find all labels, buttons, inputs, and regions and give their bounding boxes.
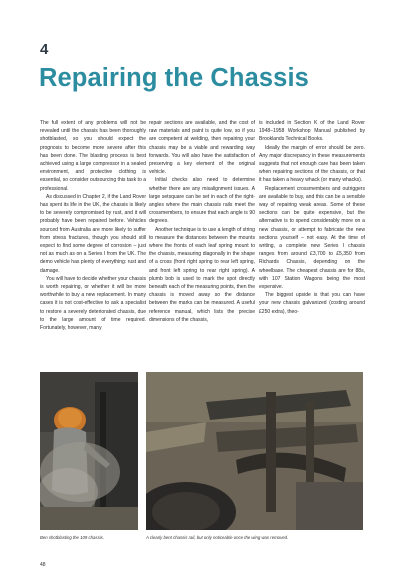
text-column-3: [259, 119, 365, 362]
paragraph: As discussed in Chapter 2, if the Land Rover has spent its life in the UK, the chassis is likely to be severely compromised by rust, and it will probably have been repaired before. Vehicles sourced from Australia are more likely to suffer from stress fractures, though you should still expect to find some degree of corrosion – just not as much as on a Series I from the UK. The demo vehicle has plenty of everything: rust and damage.: [40, 193, 146, 274]
paragraph: Ideally the margin of error should be zero. Any major discrepancy in these measurements suggests that not enough care has been taken when repairing sections of the chassis, or that it has taken a heavy whack (or many whacks).: [259, 144, 365, 184]
paragraph: repair sections are available, and the cost of raw materials and paint is quite low, so if you are competent at welding, then repairing your chassis may be a viable and rewarding way forwards. You will also have the satisfaction of preserving a key element of the original vehicle.: [149, 120, 255, 176]
paragraph: is included in Section K of the Land Rover 1948–1958 Workshop Manual published by Brooklands Technical Books.: [259, 120, 365, 143]
paragraph: Another technique is to use a length of string to measure the distances between the mounts where the fronts of each leaf spring mount to the chassis, measuring diagonally in the shape of a cross (front right spring to rear left spring, and front left spring to rear right spring). A plumb bob is used to mark the spot directly beneath each of the measuring points, then the chassis is moved away so the distance between the marks can be measured. A useful reference manual, which lists the precise dimensions of the chassis,: [149, 226, 255, 323]
chapter-number: 4: [40, 41, 49, 58]
paragraph: You will have to decide whether your chassis is worth repairing, or whether it will be more worthwhile to buy a new replacement. In many cases it is not cost-effective to ask a specialist to restore a severely deteriorated chassis, due to the large amount of time required. Fortunately, however, many: [40, 275, 146, 332]
photo-caption: Ben shotblasting the 109 chassis.: [40, 535, 105, 540]
text-column-2: [149, 119, 255, 362]
paragraph: The full extent of any problems will not be revealed until the chassis has been thoroughly shotblasted, so you should expect the prognosis to become more severe after this has been done. The blasting process is best achieved using a large compressor in a sealed environment, and protective clothing is essential, so consider outsourcing this task to a professional.: [40, 120, 146, 192]
paragraph: The biggest upside is that you can have your new chassis galvanized (costing around £250 extra), theo-: [259, 292, 365, 315]
bent-chassis-rail-photo: [146, 372, 363, 530]
text-column-1: [40, 119, 146, 362]
page-number: 48: [40, 562, 46, 568]
paragraph: Replacement crossmembers and outriggers are available to buy, and this can be a sensible way of repairing weak areas. Some of these sections can be quite expensive, but the alternative is to spend considerably more on a new chassis, or attempt to fabricate the new sections yourself – not easy. At the time of writing, a complete new Series I chassis ranges from around £3,700 to £5,350 from Richards Chassis, depending on the wheelbase. The cheapest chassis are for 88s, with 107 Station Wagons being the most expensive.: [259, 185, 365, 291]
paragraph: Initial checks also need to determine whether there are any misalignment issues. A large setsquare can be set in each of the right-angles where the main chassis rails meet the crossmembers, to ensure that each angle is 90 degrees.: [149, 177, 255, 225]
photo-caption: A clearly bent chassis rail, but only noticeable once the wing was removed.: [146, 535, 289, 540]
chapter-title: Repairing the Chassis: [39, 64, 309, 92]
shotblasting-photo: [40, 372, 138, 530]
